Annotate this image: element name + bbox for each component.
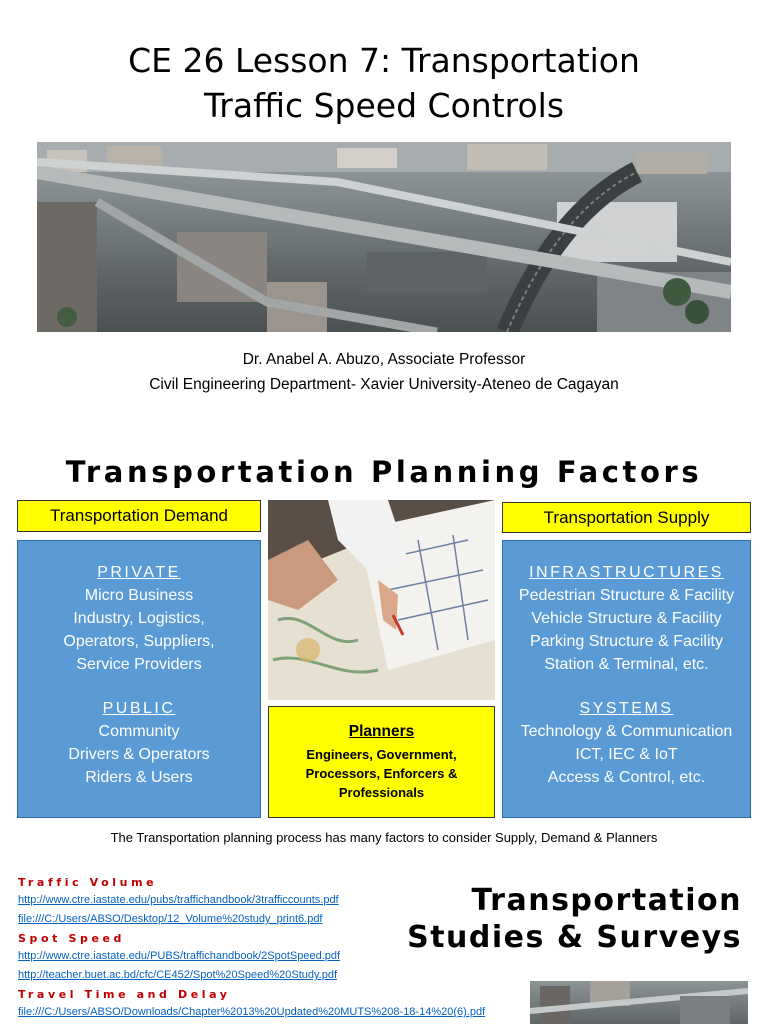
city-aerial-photo [37,142,731,332]
author-line: Dr. Anabel A. Abuzo, Associate Professor [242,351,526,368]
systems-item: Access & Control, etc. [547,769,706,786]
systems-item: ICT, IEC & IoT [575,746,678,763]
link-travel-time-1[interactable]: file:///C:/Users/ABSO/Downloads/Chapter%2013%20Updated%20MUTS%208-18-14%20(6).pdf [18,1006,486,1018]
infrastructure-item: Pedestrian Structure & Facility [518,587,735,604]
planning-caption: The Transportation planning process has many factors to consider Supply, Demand & Planners [110,830,658,845]
planning-map-photo [268,500,495,700]
planners-line: Engineers, Government, [306,747,457,762]
planners-header: Planners [348,723,415,740]
supply-label: Transportation Supply [543,508,710,527]
private-header: PRIVATE [97,564,181,581]
studies-heading-line2: Studies & Surveys [407,920,742,955]
planning-factors-heading: Transportation Planning Factors [65,455,703,489]
public-item: Community [98,723,180,740]
infrastructure-item: Parking Structure & Facility [530,633,723,650]
affiliation-line: Civil Engineering Department- Xavier University-Ateneo de Cagayan [149,376,619,393]
thumbnail-illustration [530,981,748,1024]
public-header: PUBLIC [102,700,176,717]
link-traffic-volume-1[interactable]: http://www.ctre.iastate.edu/pubs/traffichandbook/3trafficcounts.pdf [18,894,339,906]
link-spot-speed-1[interactable]: http://www.ctre.iastate.edu/PUBS/traffichandbook/2SpotSpeed.pdf [18,950,341,962]
section-traffic-volume: Traffic Volume [18,876,158,889]
private-item: Service Providers [76,656,202,673]
public-item: Riders & Users [85,769,193,786]
infrastructures-header: INFRASTRUCTURES [529,564,724,581]
public-item: Drivers & Operators [68,746,210,763]
link-traffic-volume-2[interactable]: file:///C:/Users/ABSO/Desktop/12_Volume%20study_print6.pdf [18,913,323,925]
private-item: Industry, Logistics, [73,610,205,627]
link-spot-speed-2[interactable]: http://teacher.buet.ac.bd/cfc/CE452/Spot%20Speed%20Study.pdf [18,969,338,981]
studies-heading-line1: Transportation [471,883,742,918]
systems-header: SYSTEMS [579,700,674,717]
slide-title-line1: CE 26 Lesson 7: Transportation [128,41,640,80]
systems-item: Technology & Communication [520,723,733,740]
planners-line: Professionals [338,785,425,800]
private-item: Micro Business [84,587,194,604]
city-aerial-thumbnail [530,981,748,1024]
private-item: Operators, Suppliers, [63,633,215,650]
planners-line: Processors, Enforcers & [305,766,458,781]
city-aerial-illustration [37,142,731,332]
supply-box [502,540,751,818]
demand-label-box [17,500,261,532]
supply-label-box [502,502,751,533]
infrastructure-item: Vehicle Structure & Facility [531,610,722,627]
map-illustration [268,500,495,700]
demand-box [17,540,261,818]
slide-title-line2: Traffic Speed Controls [203,86,565,125]
planners-box [268,706,495,818]
demand-label: Transportation Demand [50,506,228,525]
section-spot-speed: Spot Speed [18,932,126,945]
infrastructure-item: Station & Terminal, etc. [544,656,709,673]
section-travel-time: Travel Time and Delay [18,988,231,1001]
